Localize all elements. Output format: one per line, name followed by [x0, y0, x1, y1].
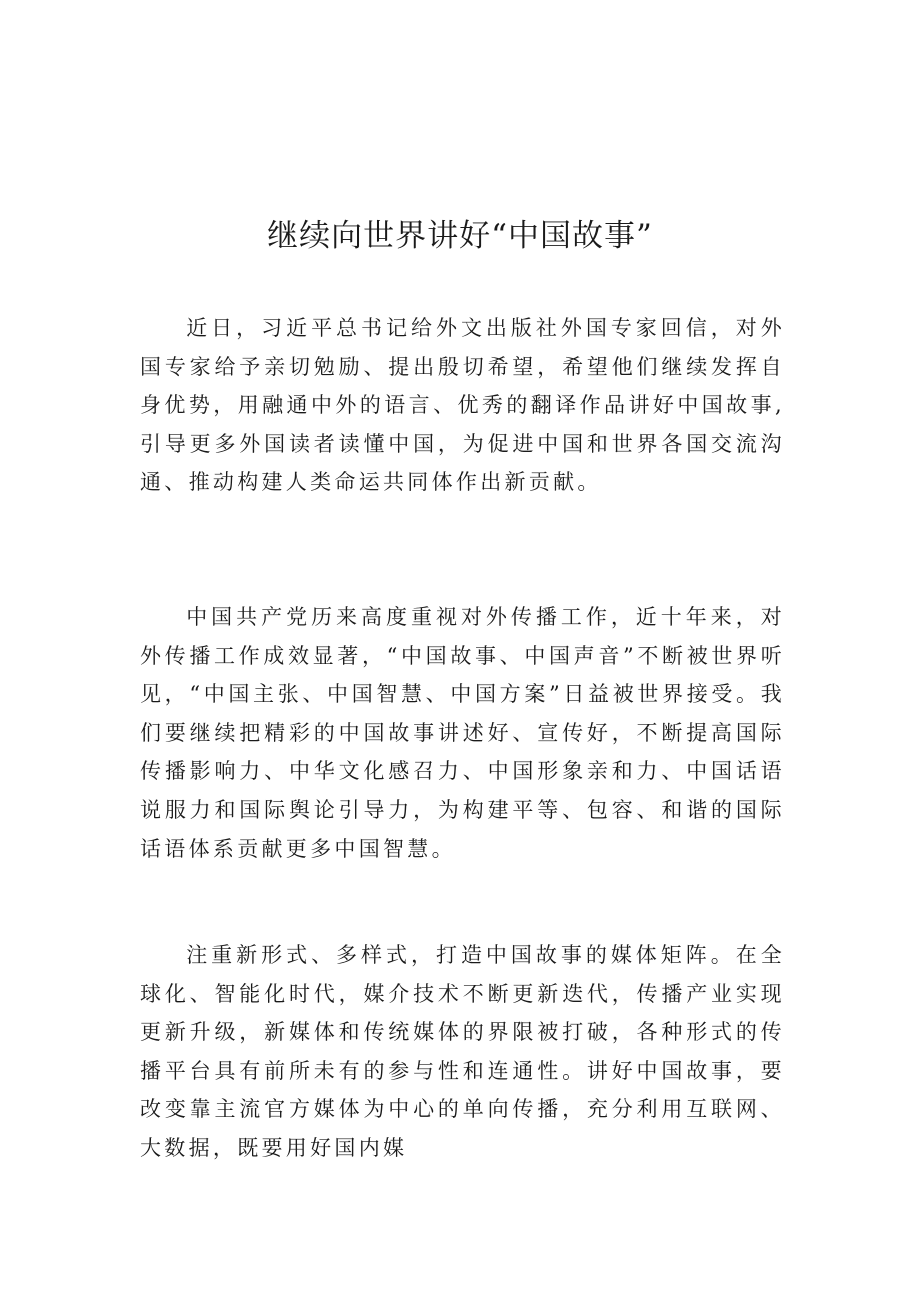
paragraph-1: [140, 309, 785, 502]
document-title: 继续向世界讲好“中国故事”: [267, 218, 653, 254]
paragraph-text: 注重新形式、多样式，打造中国故事的媒体矩阵。在全球化、智能化时代，媒介技术不断更新迭代，传播产业实现更新升级，新媒体和传统媒体的界限被打破，各种形式的传播平台具有前所未有的参与性和连通性。讲好中国故事，要改变靠主流官方媒体为中心的单向传播，充分利用互联网、大数据，既要用好国内媒: [140, 943, 785, 1160]
paragraph-3: [140, 936, 785, 1168]
paragraph-text: 近日，习近平总书记给外文出版社外国专家回信，对外国专家给予亲切勉励、提出殷切希望，希望他们继续发挥自身优势，用融通中外的语言、优秀的翻译作品讲好中国故事,引导更多外国读者读懂中国，为促进中国和世界各国交流沟通、推动构建人类命运共同体作出新贡献。: [140, 316, 785, 495]
paragraph-text: 中国共产党历来高度重视对外传播工作，近十年来，对外传播工作成效显著，“中国故事、中国声音”不断被世界听见，“中国主张、中国智慧、中国方案”日益被世界接受。我们要继续把精彩的中国故事讲述好、宣传好，不断提高国际传播影响力、中华文化感召力、中国形象亲和力、中国话语说服力和国际舆论引导力，为构建平等、包容、和谐的国际话语体系贡献更多中国智慧。: [140, 605, 785, 861]
paragraph-2: [140, 598, 785, 868]
